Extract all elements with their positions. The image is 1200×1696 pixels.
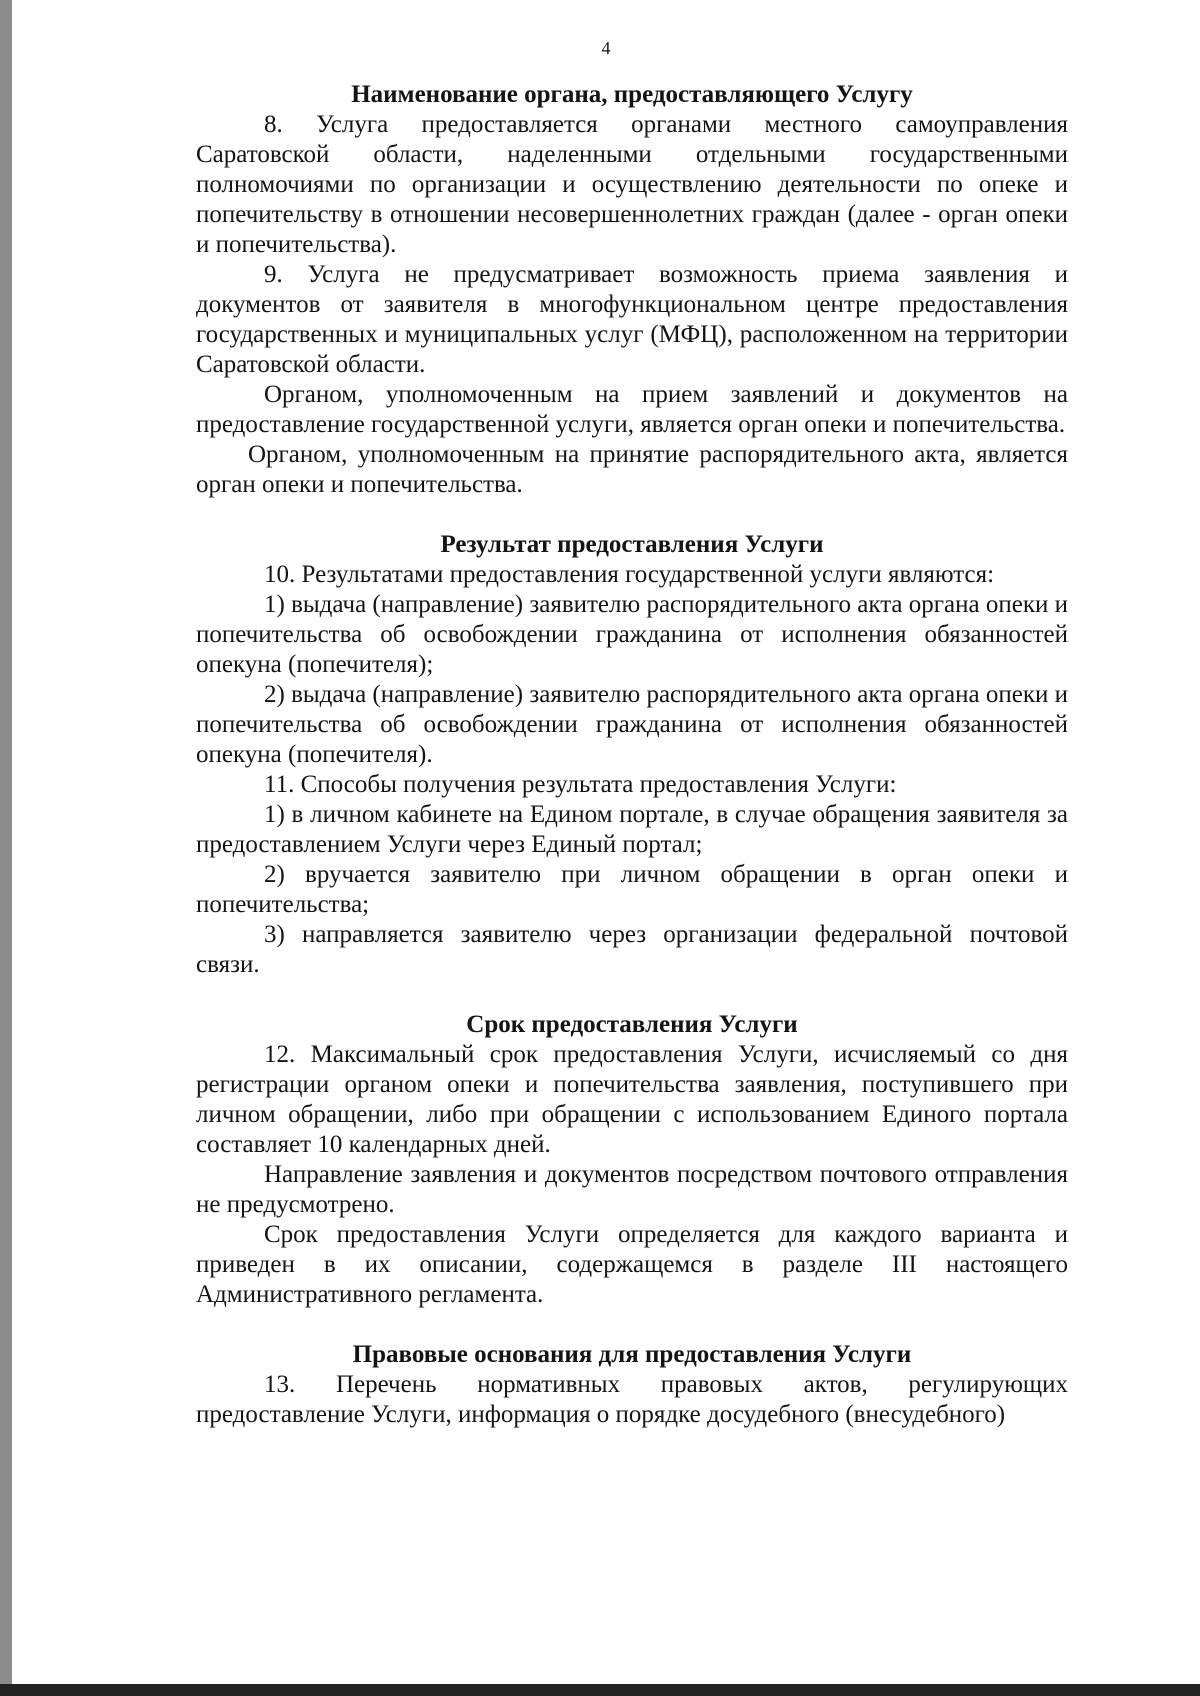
- paragraph: 12. Максимальный срок предоставления Услуги, исчисляемый со дня регистрации органом опеки и попечительства заявления, поступившего при личном обращении, либо при обращении с использованием Единого портала составляет 10 календарных дней.: [196, 1041, 1068, 1158]
- list-item: 1) в личном кабинете на Едином портале, в случае обращения заявителя за предоставлением Услуги через Единый портал;: [196, 801, 1068, 858]
- paragraph: 13. Перечень нормативных правовых актов, регулирующих предоставление Услуги, информация о порядке досудебного (внесудебного): [196, 1371, 1068, 1428]
- scan-edge: [0, 1684, 1200, 1696]
- paragraph: Направление заявления и документов посредством почтового отправления не предусмотрено.: [196, 1161, 1068, 1218]
- list-item: 1) выдача (направление) заявителю распорядительного акта органа опеки и попечительства об освобождении гражданина от исполнения обязанностей опекуна (попечителя);: [196, 591, 1068, 678]
- paragraph: Срок предоставления Услуги определяется для каждого варианта и приведен в их описании, содержащемся в разделе III настоящего Административного регламента.: [196, 1221, 1068, 1308]
- document-body: [196, 80, 1068, 1430]
- paragraph: Органом, уполномоченным на принятие распорядительного акта, является орган опеки и попечительства.: [196, 441, 1068, 498]
- list-item: 2) выдача (направление) заявителю распорядительного акта органа опеки и попечительства об освобождении гражданина от исполнения обязанностей опекуна (попечителя).: [196, 681, 1068, 768]
- paragraph: 8. Услуга предоставляется органами местного самоуправления Саратовской области, наделенными отдельными государственными полномочиями по организации и осуществлению деятельности по опеке и попечительству в отношении несовершеннолетних граждан (далее - орган опеки и попечительства).: [196, 111, 1068, 258]
- document-page: [12, 0, 1200, 1684]
- section-heading: Правовые основания для предоставления Услуги: [352, 1341, 912, 1368]
- section-heading: Результат предоставления Услуги: [440, 531, 824, 558]
- page-number: 4: [601, 38, 611, 58]
- section-heading: Срок предоставления Услуги: [466, 1011, 798, 1038]
- paragraph: Органом, уполномоченным на прием заявлений и документов на предоставление государственной услуги, является орган опеки и попечительства.: [196, 381, 1068, 438]
- list-item: 2) вручается заявителю при личном обращении в орган опеки и попечительства;: [196, 861, 1068, 918]
- section-heading: Наименование органа, предоставляющего Услугу: [351, 81, 913, 108]
- paragraph: 9. Услуга не предусматривает возможность приема заявления и документов от заявителя в многофункциональном центре предоставления государственных и муниципальных услуг (МФЦ), расположенном на территории Саратовской области.: [196, 261, 1068, 378]
- list-item: 3) направляется заявителю через организации федеральной почтовой связи.: [196, 921, 1068, 978]
- paragraph: 11. Способы получения результата предоставления Услуги:: [264, 771, 897, 798]
- paragraph: 10. Результатами предоставления государственной услуги являются:: [264, 561, 995, 588]
